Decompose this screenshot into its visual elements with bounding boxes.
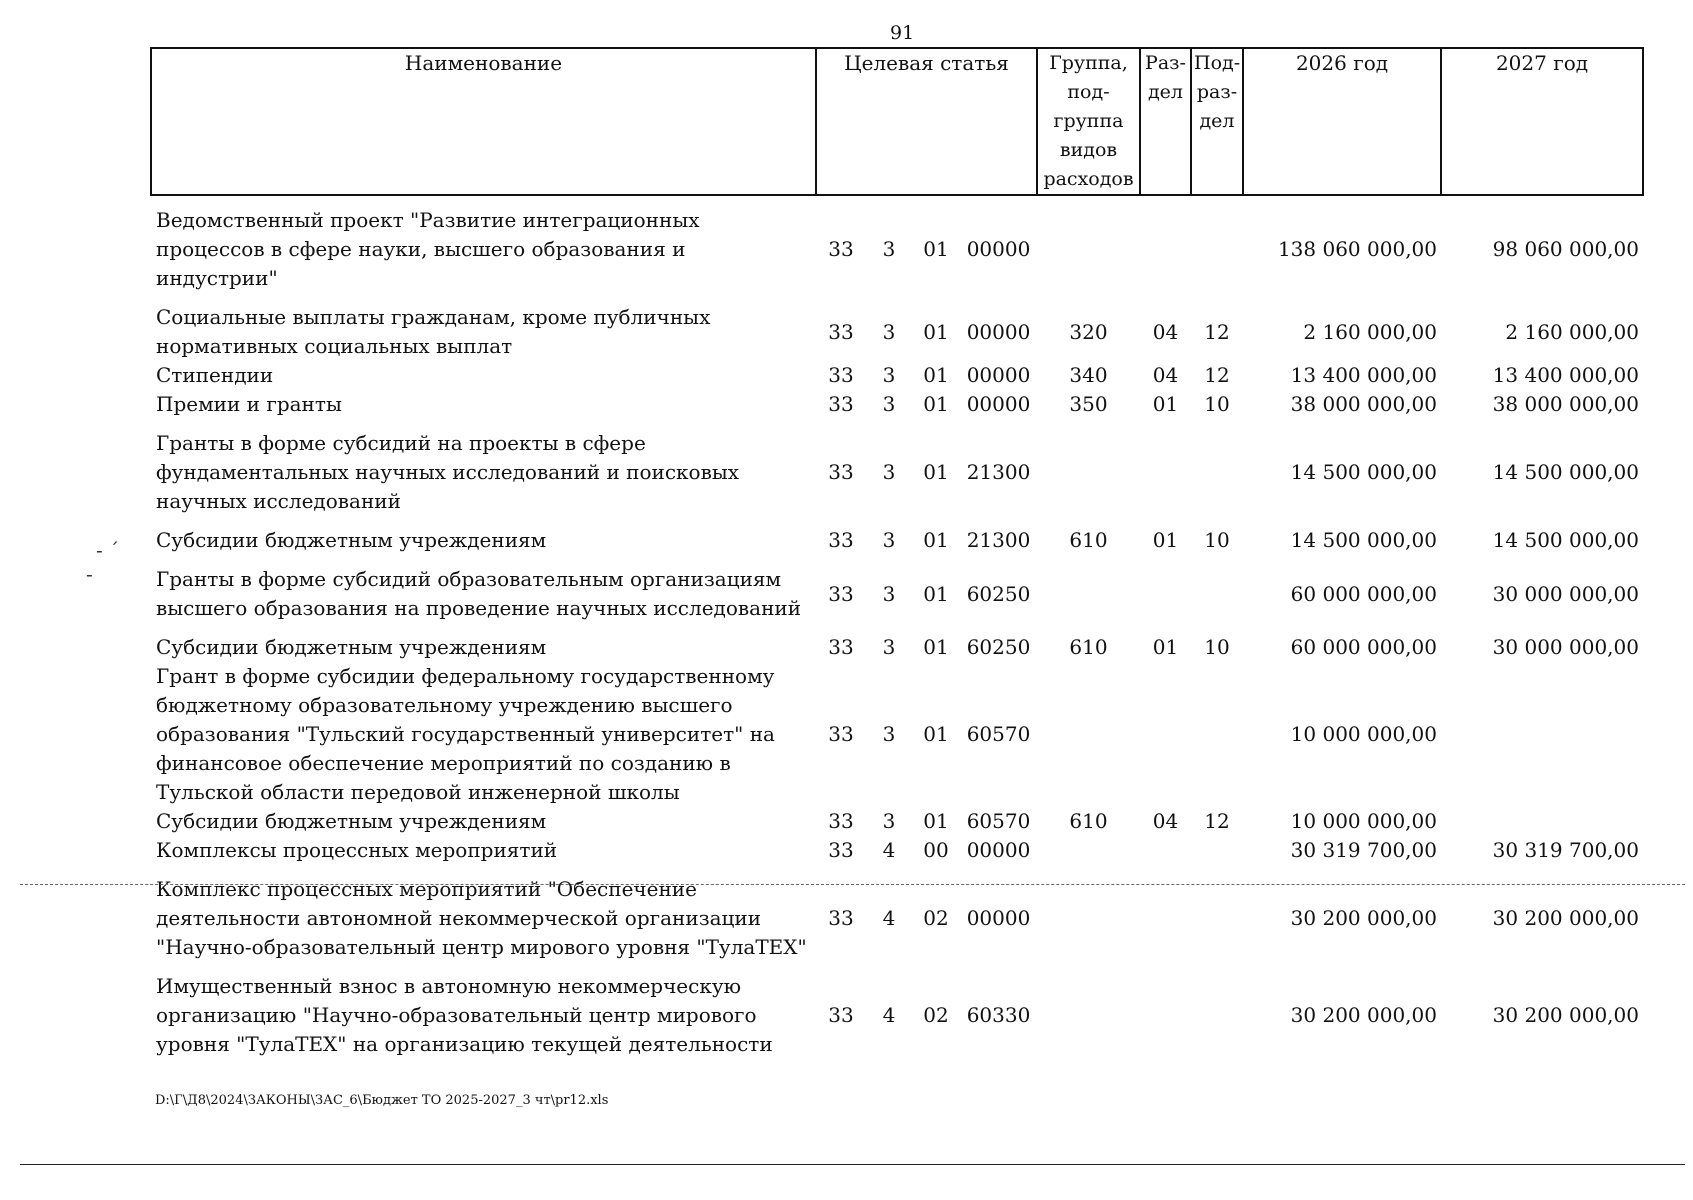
amount-2027: 30 200 000,00 xyxy=(1492,1003,1639,1027)
table-row xyxy=(151,390,1643,419)
amount-2026: 14 500 000,00 xyxy=(1290,460,1437,484)
gap-row xyxy=(151,293,1643,303)
section: 04 xyxy=(1152,319,1179,344)
margin-scribble: - xyxy=(86,562,93,586)
code-direction: 21300 xyxy=(966,528,1031,552)
gap-row xyxy=(151,555,1643,565)
header-name: Наименование xyxy=(151,48,816,195)
section: 01 xyxy=(1152,635,1179,659)
subsection: 12 xyxy=(1204,319,1230,344)
code-subprogram: 3 xyxy=(882,635,896,659)
expense-group: 610 xyxy=(1069,809,1108,833)
subsection: 10 xyxy=(1204,528,1230,552)
section xyxy=(1140,429,1191,516)
code-direction: 00000 xyxy=(966,237,1031,261)
section xyxy=(1140,875,1191,962)
subsection xyxy=(1191,875,1243,962)
expense-group xyxy=(1037,429,1140,516)
table-row xyxy=(151,807,1643,836)
row-name: Субсидии бюджетным учреждениям xyxy=(156,528,547,552)
code-program: 33 xyxy=(828,635,854,659)
subsection xyxy=(1191,836,1243,865)
code-element: 01 xyxy=(923,722,949,746)
gap-row xyxy=(151,962,1643,972)
table-row xyxy=(151,526,1643,555)
table-row xyxy=(151,836,1643,865)
row-name: Комплекс процессных мероприятий "Обеспечение деятельности автономной некоммерческой организации "Научно-образовательный центр мирового уровня "ТулаТЕХ" xyxy=(156,877,807,959)
margin-scribble: - ˊ xyxy=(96,538,120,562)
row-name: Субсидии бюджетным учреждениям xyxy=(156,809,547,833)
expense-group: 350 xyxy=(1069,392,1108,416)
code-element: 02 xyxy=(923,906,949,930)
gap-row xyxy=(151,419,1643,429)
section: 04 xyxy=(1152,809,1179,833)
subsection: 12 xyxy=(1204,809,1230,833)
code-element: 01 xyxy=(923,237,949,261)
code-subprogram: 3 xyxy=(882,363,896,387)
amount-2027: 14 500 000,00 xyxy=(1492,460,1639,484)
amount-2026: 30 319 700,00 xyxy=(1290,838,1437,862)
subsection xyxy=(1191,429,1243,516)
code-program: 33 xyxy=(828,1003,854,1027)
amount-2026: 30 200 000,00 xyxy=(1290,1003,1437,1027)
section xyxy=(1140,206,1191,293)
code-direction: 00000 xyxy=(966,319,1031,344)
amount-2026: 38 000 000,00 xyxy=(1290,392,1437,416)
header-section: Раз- дел xyxy=(1140,48,1191,195)
code-subprogram: 3 xyxy=(882,319,896,344)
amount-2027 xyxy=(1441,662,1643,807)
subsection xyxy=(1191,565,1243,623)
code-subprogram: 3 xyxy=(882,237,896,261)
code-program: 33 xyxy=(828,838,854,862)
row-name: Гранты в форме субсидий образовательным организациям высшего образования на проведение научных исследований xyxy=(156,567,802,620)
budget-table xyxy=(150,47,1644,1059)
code-element: 01 xyxy=(923,809,949,833)
gap-row xyxy=(151,865,1643,875)
code-subprogram: 4 xyxy=(882,906,896,930)
expense-group: 610 xyxy=(1069,528,1108,552)
section xyxy=(1140,836,1191,865)
code-direction: 60330 xyxy=(966,1003,1031,1027)
code-direction: 00000 xyxy=(966,392,1031,416)
amount-2026: 60 000 000,00 xyxy=(1290,581,1437,606)
amount-2026: 60 000 000,00 xyxy=(1290,635,1437,659)
expense-group xyxy=(1037,565,1140,623)
amount-2026: 13 400 000,00 xyxy=(1290,363,1437,387)
amount-2027: 30 000 000,00 xyxy=(1492,581,1639,606)
code-direction: 60570 xyxy=(966,722,1031,746)
code-subprogram: 3 xyxy=(882,392,896,416)
header-subsection: Под- раз- дел xyxy=(1191,48,1243,195)
expense-group xyxy=(1037,875,1140,962)
code-element: 02 xyxy=(923,1003,949,1027)
header-target-article: Целевая статья xyxy=(816,48,1037,195)
row-name: Субсидии бюджетным учреждениям xyxy=(156,635,547,659)
amount-2027: 30 200 000,00 xyxy=(1492,906,1639,930)
section: 01 xyxy=(1152,392,1179,416)
code-subprogram: 3 xyxy=(882,581,896,606)
subsection xyxy=(1191,972,1243,1059)
table-row xyxy=(151,361,1643,390)
code-subprogram: 3 xyxy=(882,460,896,484)
code-element: 01 xyxy=(923,581,949,606)
amount-2027: 38 000 000,00 xyxy=(1492,392,1639,416)
code-subprogram: 4 xyxy=(882,838,896,862)
code-program: 33 xyxy=(828,460,854,484)
gap-row xyxy=(151,195,1643,206)
code-element: 01 xyxy=(923,392,949,416)
code-element: 01 xyxy=(923,363,949,387)
table-row xyxy=(151,303,1643,361)
code-direction: 21300 xyxy=(966,460,1031,484)
code-direction: 60250 xyxy=(966,635,1031,659)
row-name: Имущественный взнос в автономную некоммерческую организацию "Научно-образовательный центр мирового уровня "ТулаТЕХ" на организацию текущей деятельности xyxy=(156,974,773,1056)
code-element: 01 xyxy=(923,460,949,484)
code-element: 01 xyxy=(923,528,949,552)
table-row xyxy=(151,633,1643,662)
header-group: Группа, под- группа видов расходов xyxy=(1037,48,1140,195)
subsection xyxy=(1191,206,1243,293)
code-subprogram: 3 xyxy=(882,809,896,833)
row-name: Социальные выплаты гражданам, кроме публичных нормативных социальных выплат xyxy=(156,305,711,358)
expense-group: 320 xyxy=(1069,319,1108,344)
code-program: 33 xyxy=(828,906,854,930)
expense-group xyxy=(1037,206,1140,293)
header-year-2027: 2027 год xyxy=(1441,48,1643,195)
code-program: 33 xyxy=(828,363,854,387)
code-program: 33 xyxy=(828,237,854,261)
table-row xyxy=(151,565,1643,623)
section: 04 xyxy=(1152,363,1179,387)
table-row xyxy=(151,429,1643,516)
section xyxy=(1140,972,1191,1059)
scan-artifact-line xyxy=(20,884,1685,885)
section: 01 xyxy=(1152,528,1179,552)
expense-group xyxy=(1037,836,1140,865)
row-name: Премии и гранты xyxy=(156,392,342,416)
amount-2026: 138 060 000,00 xyxy=(1277,237,1437,261)
code-subprogram: 4 xyxy=(882,1003,896,1027)
code-subprogram: 3 xyxy=(882,722,896,746)
row-name: Ведомственный проект "Развитие интеграционных процессов в сфере науки, высшего образования и индустрии" xyxy=(156,208,700,290)
code-direction: 60250 xyxy=(966,581,1031,606)
code-direction: 00000 xyxy=(966,363,1031,387)
gap-row xyxy=(151,623,1643,633)
amount-2027: 14 500 000,00 xyxy=(1492,528,1639,552)
amount-2026: 10 000 000,00 xyxy=(1290,722,1437,746)
amount-2026: 10 000 000,00 xyxy=(1290,809,1437,833)
row-name: Комплексы процессных мероприятий xyxy=(156,838,558,862)
code-element: 00 xyxy=(923,838,949,862)
section xyxy=(1140,662,1191,807)
code-program: 33 xyxy=(828,809,854,833)
code-program: 33 xyxy=(828,528,854,552)
expense-group xyxy=(1037,972,1140,1059)
amount-2027: 2 160 000,00 xyxy=(1505,319,1639,344)
code-direction: 60570 xyxy=(966,809,1031,833)
code-program: 33 xyxy=(828,319,854,344)
row-name: Гранты в форме субсидий на проекты в сфере фундаментальных научных исследований и поисковых научных исследований xyxy=(156,431,740,513)
code-direction: 00000 xyxy=(966,838,1031,862)
code-program: 33 xyxy=(828,392,854,416)
amount-2026: 2 160 000,00 xyxy=(1303,319,1437,344)
subsection: 12 xyxy=(1204,363,1230,387)
amount-2027: 30 319 700,00 xyxy=(1492,838,1639,862)
expense-group: 610 xyxy=(1069,635,1108,659)
row-name: Грант в форме субсидии федеральному государственному бюджетному образовательному учреждению высшего образования "Тульский государственный университет" на финансовое обеспечение мероприятий по созданию в Тульской области передовой инженерной школы xyxy=(156,664,775,804)
table-row xyxy=(151,662,1643,807)
table-header xyxy=(151,48,1643,195)
header-year-2026: 2026 год xyxy=(1243,48,1441,195)
code-element: 01 xyxy=(923,319,949,344)
amount-2027 xyxy=(1441,807,1643,836)
table-body xyxy=(151,195,1643,1059)
amount-2026: 30 200 000,00 xyxy=(1290,906,1437,930)
table-row xyxy=(151,206,1643,293)
amount-2027: 13 400 000,00 xyxy=(1492,363,1639,387)
code-direction: 00000 xyxy=(966,906,1031,930)
expense-group xyxy=(1037,662,1140,807)
footer-file-path: D:\Г\Д8\2024\ЗАКОНЫ\ЗАС_6\Бюджет ТО 2025-2027_3 чт\pr12.xls xyxy=(155,1093,609,1108)
gap-row xyxy=(151,516,1643,526)
table-row xyxy=(151,972,1643,1059)
amount-2027: 30 000 000,00 xyxy=(1492,635,1639,659)
code-subprogram: 3 xyxy=(882,528,896,552)
amount-2026: 14 500 000,00 xyxy=(1290,528,1437,552)
subsection: 10 xyxy=(1204,635,1230,659)
amount-2027: 98 060 000,00 xyxy=(1492,237,1639,261)
expense-group: 340 xyxy=(1069,363,1108,387)
table-row xyxy=(151,875,1643,962)
code-program: 33 xyxy=(828,722,854,746)
bottom-rule xyxy=(20,1164,1685,1165)
page-number: 91 xyxy=(890,22,915,44)
code-program: 33 xyxy=(828,581,854,606)
row-name: Стипендии xyxy=(156,363,274,387)
section xyxy=(1140,565,1191,623)
subsection xyxy=(1191,662,1243,807)
code-element: 01 xyxy=(923,635,949,659)
subsection: 10 xyxy=(1204,392,1230,416)
